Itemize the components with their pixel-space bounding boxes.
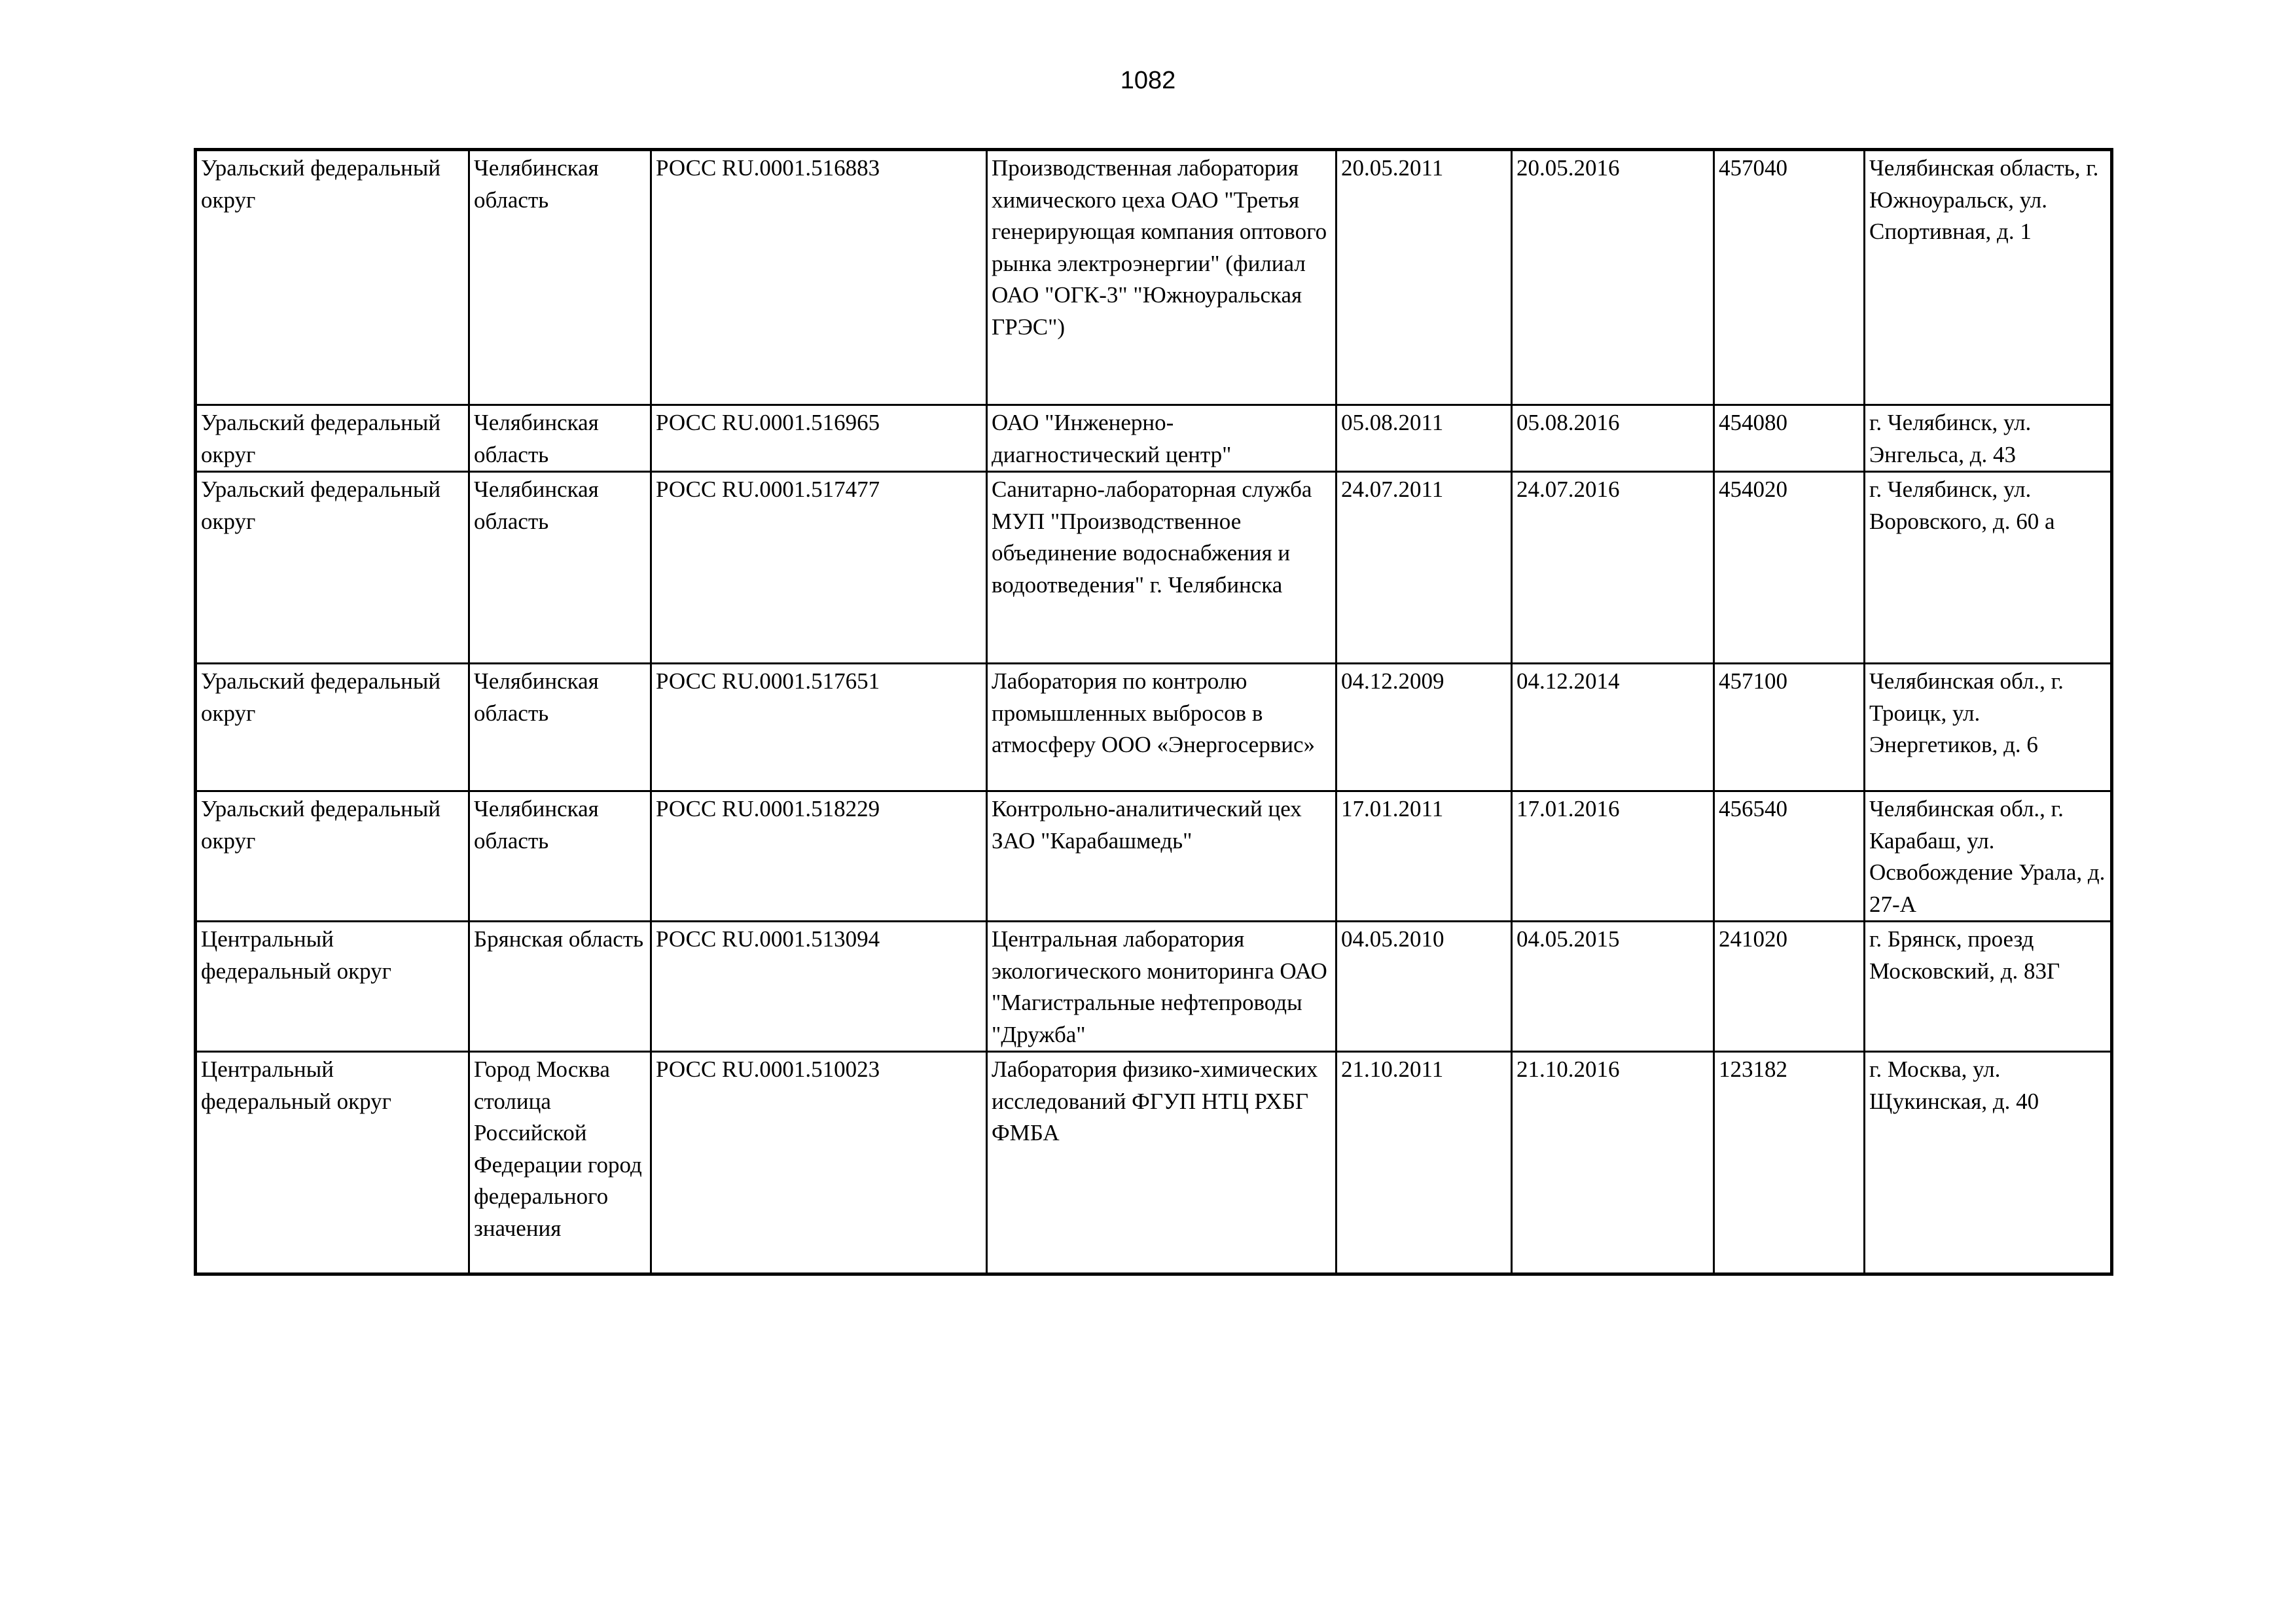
district-cell: Центральный федеральный округ <box>196 922 469 1052</box>
address-cell: г. Москва, ул. Щукинская, д. 40 <box>1865 1052 2112 1274</box>
date-to-cell: 05.08.2016 <box>1512 405 1714 472</box>
date-from-cell: 21.10.2011 <box>1336 1052 1512 1274</box>
date-to-cell: 20.05.2016 <box>1512 150 1714 405</box>
region-cell: Город Москва столица Российской Федерации город федерального значения <box>469 1052 651 1274</box>
district-cell: Уральский федеральный округ <box>196 405 469 472</box>
region-cell: Челябинская область <box>469 405 651 472</box>
address-cell: г. Брянск, проезд Московский, д. 83Г <box>1865 922 2112 1052</box>
postal-code-cell: 454080 <box>1714 405 1865 472</box>
date-to-cell: 17.01.2016 <box>1512 791 1714 922</box>
organization-cell: ОАО "Инженерно-диагностический центр" <box>987 405 1336 472</box>
district-cell: Уральский федеральный округ <box>196 150 469 405</box>
postal-code-cell: 457100 <box>1714 664 1865 791</box>
district-cell: Центральный федеральный округ <box>196 1052 469 1274</box>
date-to-cell: 24.07.2016 <box>1512 472 1714 664</box>
organization-cell: Производственная лаборатория химического цеха ОАО "Третья генерирующая компания оптового рынка электроэнергии" (филиал ОАО "ОГК-3" "Южноуральская ГРЭС") <box>987 150 1336 405</box>
postal-code-cell: 454020 <box>1714 472 1865 664</box>
organization-cell: Лаборатория физико-химических исследований ФГУП НТЦ РХБГ ФМБА <box>987 1052 1336 1274</box>
date-from-cell: 24.07.2011 <box>1336 472 1512 664</box>
address-cell: Челябинская область, г. Южноуральск, ул. Спортивная, д. 1 <box>1865 150 2112 405</box>
organization-cell: Санитарно-лабораторная служба МУП "Производственное объединение водоснабжения и водоотведения" г. Челябинска <box>987 472 1336 664</box>
certificate-cell: РОСС RU.0001.516965 <box>651 405 987 472</box>
postal-code-cell: 123182 <box>1714 1052 1865 1274</box>
table-row <box>196 664 2112 791</box>
certificate-cell: РОСС RU.0001.513094 <box>651 922 987 1052</box>
postal-code-cell: 457040 <box>1714 150 1865 405</box>
date-to-cell: 04.05.2015 <box>1512 922 1714 1052</box>
organization-cell: Центральная лаборатория экологического мониторинга ОАО "Магистральные нефтепроводы "Дружба" <box>987 922 1336 1052</box>
postal-code-cell: 456540 <box>1714 791 1865 922</box>
address-cell: г. Челябинск, ул. Энгельса, д. 43 <box>1865 405 2112 472</box>
date-from-cell: 04.12.2009 <box>1336 664 1512 791</box>
address-cell: Челябинская обл., г. Карабаш, ул. Освобождение Урала, д. 27-А <box>1865 791 2112 922</box>
page-number: 1082 <box>1120 67 1176 94</box>
date-to-cell: 21.10.2016 <box>1512 1052 1714 1274</box>
certificate-cell: РОСС RU.0001.517477 <box>651 472 987 664</box>
district-cell: Уральский федеральный округ <box>196 664 469 791</box>
table-row <box>196 405 2112 472</box>
certificate-cell: РОСС RU.0001.510023 <box>651 1052 987 1274</box>
table-row <box>196 922 2112 1052</box>
date-from-cell: 20.05.2011 <box>1336 150 1512 405</box>
region-cell: Челябинская область <box>469 791 651 922</box>
organization-cell: Лаборатория по контролю промышленных выбросов в атмосферу ООО «Энергосервис» <box>987 664 1336 791</box>
certificate-cell: РОСС RU.0001.516883 <box>651 150 987 405</box>
table-row <box>196 791 2112 922</box>
address-cell: г. Челябинск, ул. Воровского, д. 60 а <box>1865 472 2112 664</box>
date-from-cell: 04.05.2010 <box>1336 922 1512 1052</box>
address-cell: Челябинская обл., г. Троицк, ул. Энергетиков, д. 6 <box>1865 664 2112 791</box>
table-row <box>196 472 2112 664</box>
certificate-cell: РОСС RU.0001.517651 <box>651 664 987 791</box>
region-cell: Челябинская область <box>469 472 651 664</box>
region-cell: Челябинская область <box>469 664 651 791</box>
postal-code-cell: 241020 <box>1714 922 1865 1052</box>
district-cell: Уральский федеральный округ <box>196 472 469 664</box>
district-cell: Уральский федеральный округ <box>196 791 469 922</box>
region-cell: Челябинская область <box>469 150 651 405</box>
laboratory-registry-table <box>194 148 2113 1276</box>
date-from-cell: 05.08.2011 <box>1336 405 1512 472</box>
organization-cell: Контрольно-аналитический цех ЗАО "Карабашмедь" <box>987 791 1336 922</box>
date-to-cell: 04.12.2014 <box>1512 664 1714 791</box>
table-row <box>196 150 2112 405</box>
date-from-cell: 17.01.2011 <box>1336 791 1512 922</box>
region-cell: Брянская область <box>469 922 651 1052</box>
certificate-cell: РОСС RU.0001.518229 <box>651 791 987 922</box>
table-row <box>196 1052 2112 1274</box>
